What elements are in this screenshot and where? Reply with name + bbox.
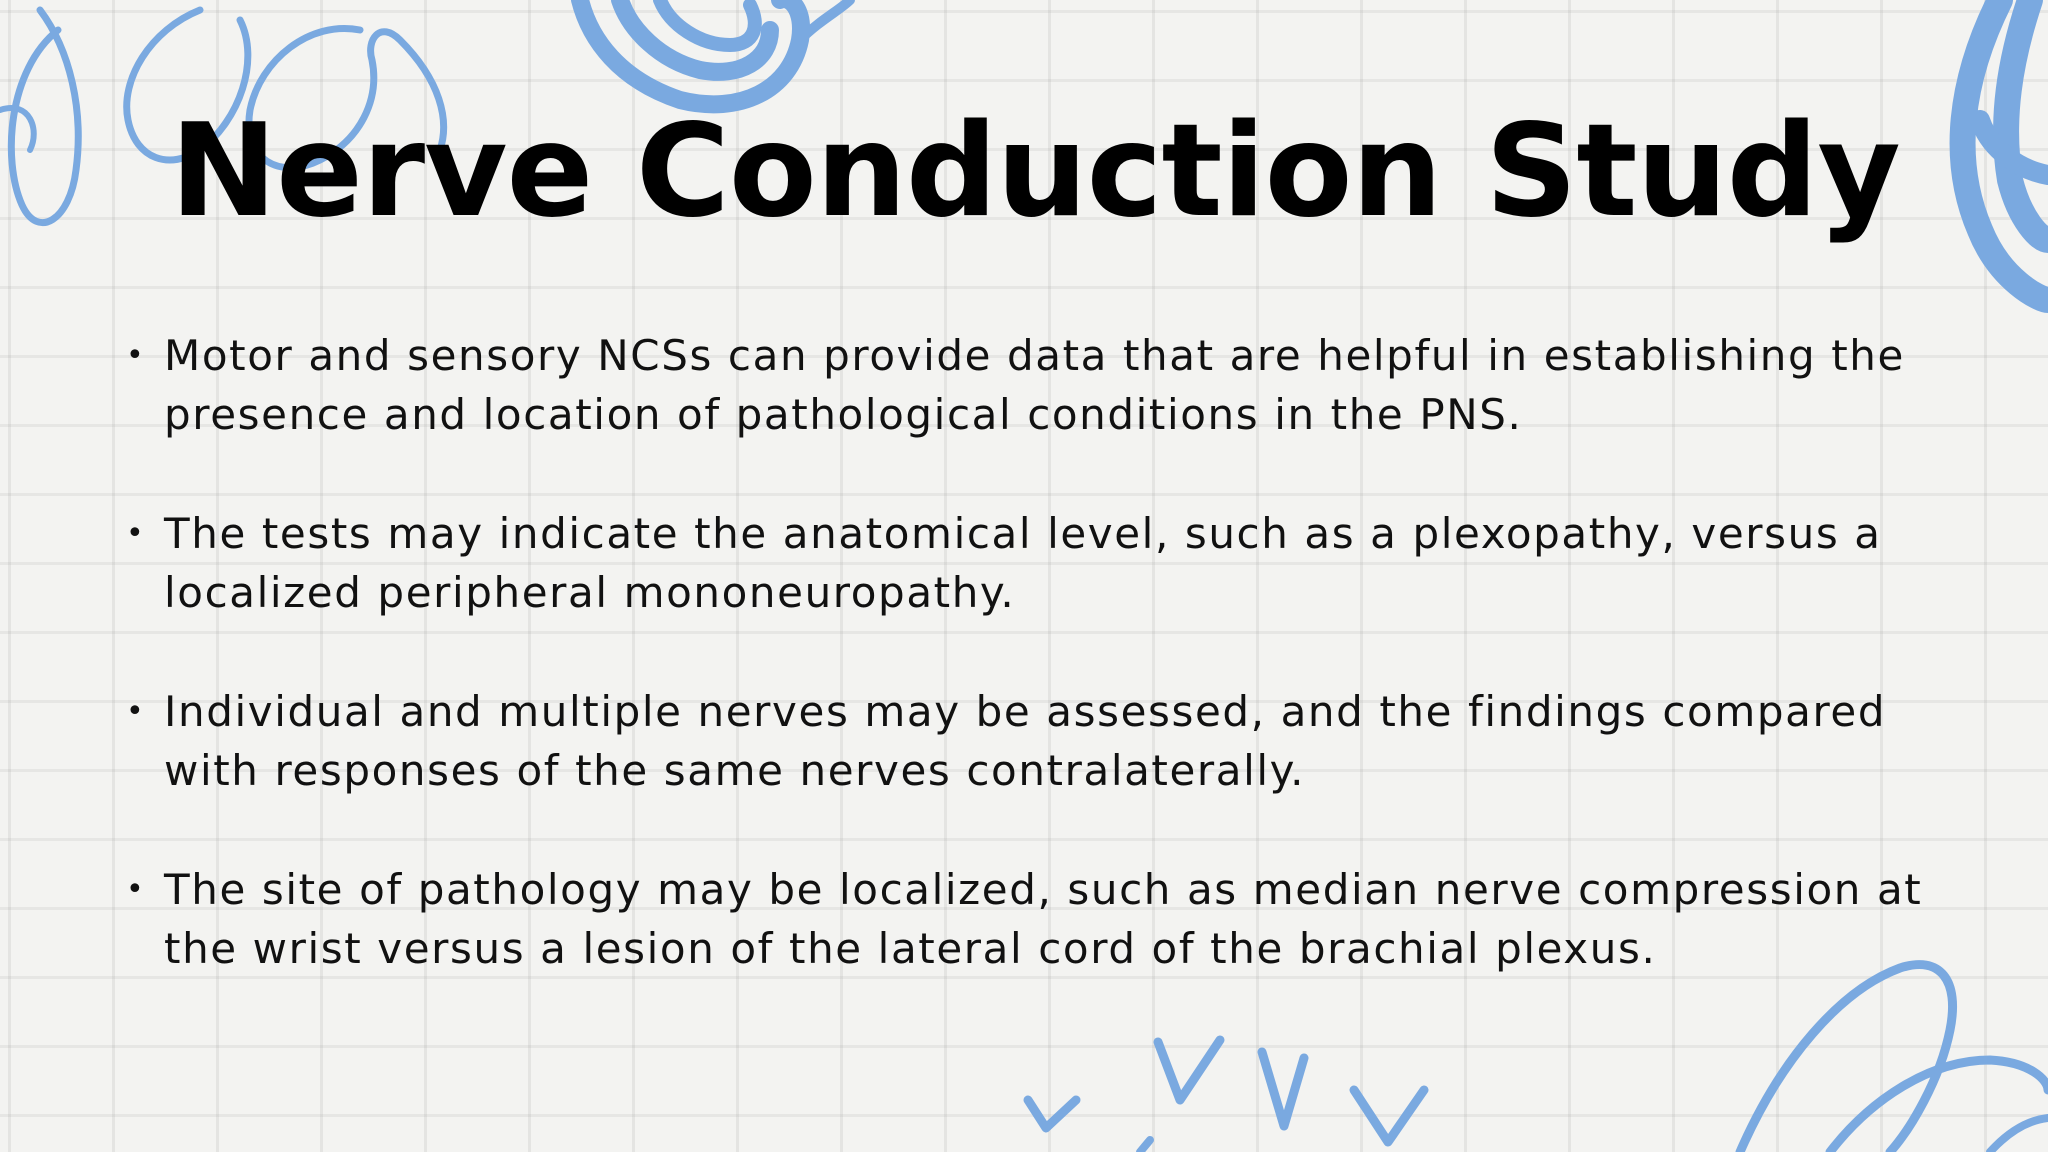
bullet-text: Individual and multiple nerves may be assessed, and the findings compared with responses of the same nerves contralaterally. (164, 687, 1887, 795)
bullet-text: Motor and sensory NCSs can provide data that are helpful in establishing the presence and location of pathological conditions in the PNS. (164, 331, 1905, 439)
bullet-marker: • (126, 338, 146, 373)
check-mark-icon (1140, 1140, 1150, 1152)
check-mark-icon (1354, 1090, 1424, 1142)
crayon-blob-icon (2006, 0, 2048, 240)
loop-doodle-icon (11, 10, 78, 223)
check-mark-icon (1262, 1052, 1304, 1126)
slide-title: Nerve Conduction Study (170, 97, 1900, 246)
bullet-item (126, 682, 1986, 800)
bullet-item (126, 504, 1986, 622)
bullet-marker: • (126, 694, 146, 729)
check-mark-icon (1028, 1100, 1076, 1128)
loop-doodle-icon (1830, 1060, 2048, 1152)
bullet-marker: • (126, 516, 146, 551)
bullet-marker: • (126, 872, 146, 907)
scribble-doodle-icon (660, 0, 755, 45)
loop-doodle-icon (1990, 1118, 2048, 1152)
bullet-item (126, 860, 1986, 978)
bullet-text: The tests may indicate the anatomical level, such as a plexopathy, versus a localized peripheral mononeuropathy. (164, 509, 1882, 617)
bullet-text: The site of pathology may be localized, such as median nerve compression at the wrist versus a lesion of the lateral cord of the brachial plexus. (164, 865, 1923, 973)
bullet-item (126, 326, 1986, 444)
check-mark-icon (1158, 1040, 1220, 1100)
bullet-list (126, 326, 1986, 1038)
